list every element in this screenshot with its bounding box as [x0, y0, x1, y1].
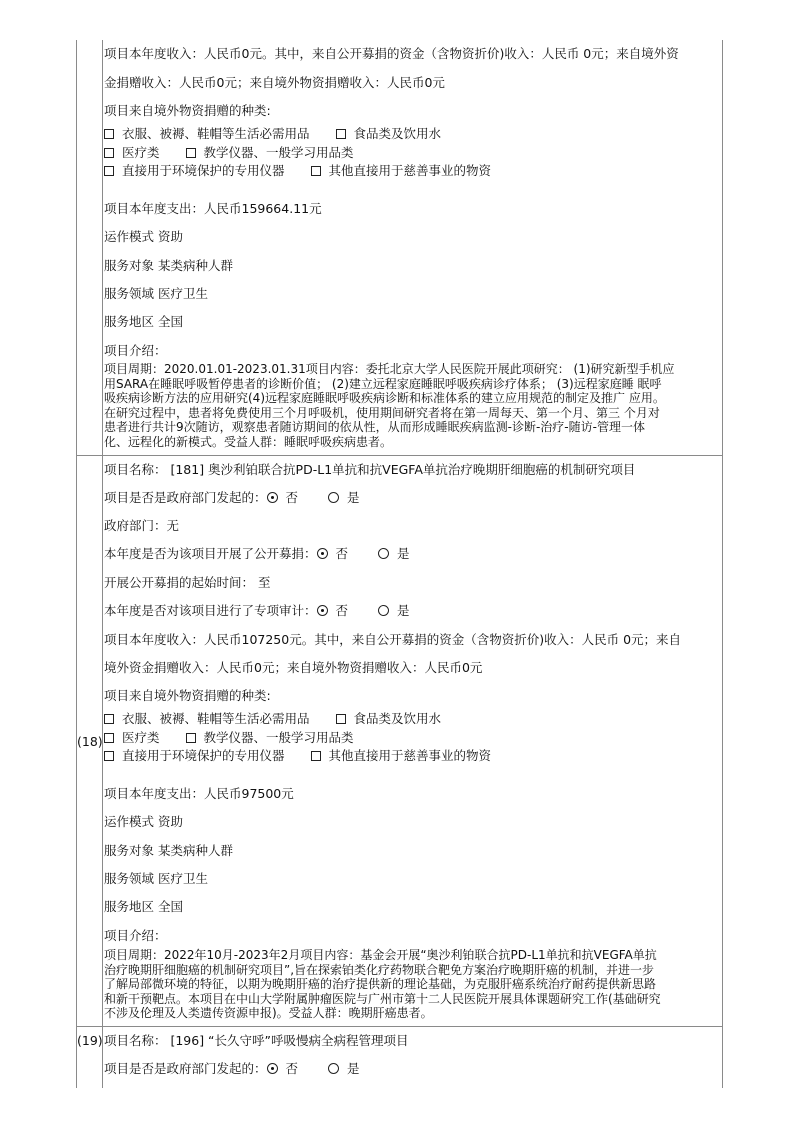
expense-line: 项目本年度支出：人民币159664.11元 [104, 201, 322, 216]
intro-label: 项目介绍： [104, 928, 167, 943]
checkbox[interactable] [311, 751, 321, 761]
checkbox[interactable] [311, 166, 321, 176]
checkbox[interactable] [104, 129, 114, 139]
radio-yes[interactable] [378, 548, 389, 559]
field-line: 服务领域 医疗卫生 [104, 871, 208, 886]
fundraise-time: 开展公开募捐的起始时间： 至 [104, 575, 271, 590]
radio-yes[interactable] [378, 605, 389, 616]
item-number: (19) [77, 1033, 103, 1048]
row-divider-18 [76, 455, 723, 456]
radio-no[interactable] [267, 1063, 278, 1074]
radio-yes[interactable] [328, 492, 339, 503]
checkbox[interactable] [336, 129, 346, 139]
income-line: 境外资金捐赠收入：人民币0元；来自境外物资捐赠收入：人民币0元 [104, 660, 483, 675]
donation-types-label: 项目来自境外物资捐赠的种类: [104, 103, 271, 118]
intro-text: 项目周期：2022年10月-2023年2月项目内容：基金会开展“奥沙利铂联合抗PD-L1单抗和抗VEGFA单抗 治疗晚期肝细胞癌的机制研究项目”,旨在探索铂类化疗药物联合靶免方案治疗晚期肝癌的机制，并进一步 了解局部微环境的特征，以期为晚期肝癌的治疗提供新的理论基础，为克服肝癌系统治疗耐药提供新思路 和新干预靶点。本项目在中山大学附属肿瘤医院与广州市第十二人民医院开展具体课题研究工作(基础研究 不涉及伦理及人类遗传资源申报)。受益人群：晚期肝癌患者。 [104, 948, 661, 1021]
checkbox[interactable] [104, 148, 114, 158]
project-name: 项目名称： [181] 奥沙利铂联合抗PD-L1单抗和抗VEGFA单抗治疗晚期肝细胞癌的机制研究项目 [104, 462, 636, 477]
donation-type-row: 医疗类 教学仪器、一般学习用品类 [104, 144, 354, 162]
audit-question: 本年度是否对该项目进行了专项审计： 否 是 [104, 603, 410, 618]
table-right-border [722, 40, 723, 1088]
item-number: (18) [77, 734, 103, 749]
gov-dept: 政府部门：无 [104, 518, 180, 533]
income-line: 项目本年度收入：人民币107250元。其中，来自公开募捐的资金（含物资折价)收入：人民币 0元；来自 [104, 632, 682, 647]
radio-no[interactable] [317, 605, 328, 616]
checkbox[interactable] [104, 733, 114, 743]
radio-yes[interactable] [328, 1063, 339, 1074]
checkbox[interactable] [336, 714, 346, 724]
gov-question: 项目是否是政府部门发起的： 否 是 [104, 490, 360, 505]
donation-type-row: 直接用于环境保护的专用仪器 其他直接用于慈善事业的物资 [104, 162, 491, 180]
expense-line: 项目本年度支出：人民币97500元 [104, 786, 294, 801]
mode-line: 运作模式 资助 [104, 229, 183, 244]
region-line: 服务地区 全国 [104, 899, 183, 914]
target-line: 服务对象 某类病种人群 [104, 843, 233, 858]
checkbox[interactable] [104, 714, 114, 724]
row-divider-19 [76, 1026, 723, 1027]
intro-text: 项目周期：2020.01.01-2023.01.31项目内容：委托北京大学人民医院开展此项研究： (1)研究新型手机应 用SARA在睡眠呼吸暂停患者的诊断价值； (2)建立远程家庭睡眠呼吸疾病诊疗体系； (3)远程家庭睡 眠呼 吸疾病诊断方法的应用研究(4)远程家庭睡眠呼吸疾病诊断和标准体系的建立应用规范的制定及推广 应用。 在研究过程中，患者将免费使用三个月呼吸机，使用期间研究者将在第一周每天、第一个月、第三 个月对 患者进行共计9次随访，观察患者随访期间的依从性，从而形成睡眠疾病监测-诊断-治疗-随访-管理一体 化、远程化的新模式。受益人群：睡眠呼吸疾病患者。 [104, 362, 675, 449]
field-line: 服务领域 医疗卫生 [104, 286, 208, 301]
donation-types-label: 项目来自境外物资捐赠的种类: [104, 688, 271, 703]
project-name: 项目名称： [196] “长久守呼”呼吸慢病全病程管理项目 [104, 1033, 409, 1048]
donation-type-row: 衣服、被褥、鞋帽等生活必需用品 食品类及饮用水 [104, 710, 441, 728]
column-divider [102, 40, 103, 1088]
checkbox[interactable] [186, 733, 196, 743]
intro-label: 项目介绍： [104, 343, 167, 358]
target-line: 服务对象 某类病种人群 [104, 258, 233, 273]
fundraise-question: 本年度是否为该项目开展了公开募捐： 否 是 [104, 546, 410, 561]
checkbox[interactable] [104, 751, 114, 761]
income-line: 项目本年度收入：人民币0元。其中，来自公开募捐的资金（含物资折价)收入：人民币 0元；来自境外资 [104, 46, 679, 61]
gov-question: 项目是否是政府部门发起的： 否 是 [104, 1061, 360, 1076]
donation-type-row: 医疗类 教学仪器、一般学习用品类 [104, 729, 354, 747]
donation-type-row: 衣服、被褥、鞋帽等生活必需用品 食品类及饮用水 [104, 125, 441, 143]
donation-type-row: 直接用于环境保护的专用仪器 其他直接用于慈善事业的物资 [104, 747, 491, 765]
mode-line: 运作模式 资助 [104, 814, 183, 829]
radio-no[interactable] [317, 548, 328, 559]
region-line: 服务地区 全国 [104, 314, 183, 329]
table-left-border [76, 40, 77, 1088]
checkbox[interactable] [186, 148, 196, 158]
income-line: 金捐赠收入：人民币0元；来自境外物资捐赠收入：人民币0元 [104, 75, 445, 90]
checkbox[interactable] [104, 166, 114, 176]
radio-no[interactable] [267, 492, 278, 503]
